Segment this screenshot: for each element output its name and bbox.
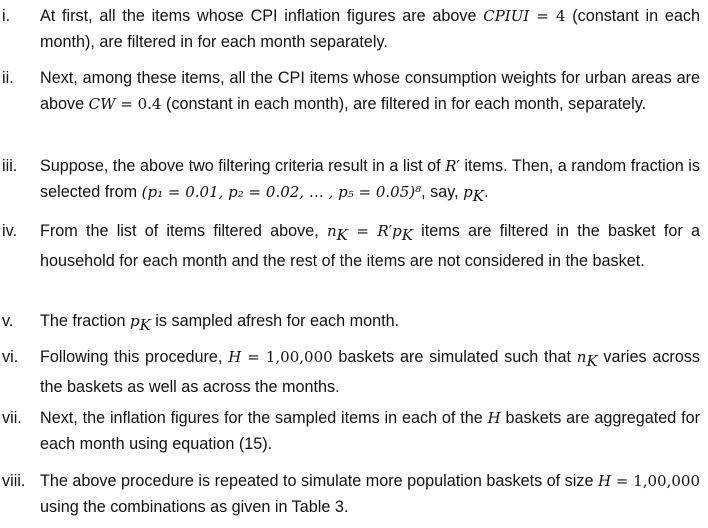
math-expression: = 0.4 bbox=[115, 95, 162, 113]
item-text: From the list of items filtered above, $n_K = R'p_K$ items are filtered in the basket for a household for each month and the rest of the items are not considered in the basket. bbox=[40, 222, 701, 271]
item-text: Following this procedure, H = 1,00,000 baskets are simulated such that $n_K$ varies across the baskets as well as across the months. bbox=[40, 348, 701, 397]
math-variable: p bbox=[129, 312, 140, 330]
item-text: Next, the inflation figures for the sampled items in each of the H baskets are aggregated for each month using equation (15). bbox=[40, 409, 700, 453]
item-number: iv. bbox=[2, 222, 17, 240]
math-variable: CW bbox=[88, 95, 116, 113]
math-variable: CPIUI bbox=[483, 7, 530, 25]
math-expression: = 1,00,000 bbox=[611, 472, 700, 490]
math-expression: = 4 bbox=[529, 7, 566, 25]
item-number: i. bbox=[2, 7, 11, 25]
item-text: Next, among these items, all the CPI items whose consumption weights for urban areas are above CW = 0.4 (constant in each month), are filtered in for each month, separately. bbox=[40, 69, 700, 113]
item-text: Suppose, the above two filtering criteria result in a list of R′ items. Then, a random fraction is selected from (p₁ = 0.01, p₂ = 0.02, … , p₅ = 0.05)⁸, say, $p_K$. bbox=[40, 157, 700, 206]
math-variable: p bbox=[463, 183, 473, 201]
math-variable: n bbox=[576, 348, 587, 366]
math-expression: (p₁ = 0.01, p₂ = 0.02, … , p₅ = 0.05)⁸ bbox=[141, 183, 422, 201]
math-expression: = 1,00,000 bbox=[241, 348, 333, 366]
item-number: v. bbox=[2, 312, 14, 330]
item-text: At first, all the items whose CPI inflation figures are above CPIUI = 4 (constant in each month), are filtered in for each month separately. bbox=[40, 7, 701, 51]
item-text: The fraction $p_K$ is sampled afresh for each month. bbox=[40, 312, 400, 335]
math-variable: H bbox=[597, 472, 612, 490]
math-variable: H bbox=[487, 409, 501, 427]
item-number: ii. bbox=[2, 69, 14, 87]
math-variable: n bbox=[326, 222, 337, 240]
math-expression: = R′p bbox=[347, 222, 402, 240]
item-number: vii. bbox=[2, 409, 22, 427]
item-text: The above procedure is repeated to simulate more population baskets of size H = 1,00,000 using the combinations as given in Table 3. bbox=[40, 472, 700, 516]
item-number: viii. bbox=[2, 472, 26, 490]
item-number: vi. bbox=[2, 348, 19, 366]
item-number: iii. bbox=[2, 157, 18, 175]
math-variable: R′ bbox=[445, 157, 460, 175]
math-variable: H bbox=[228, 348, 242, 366]
